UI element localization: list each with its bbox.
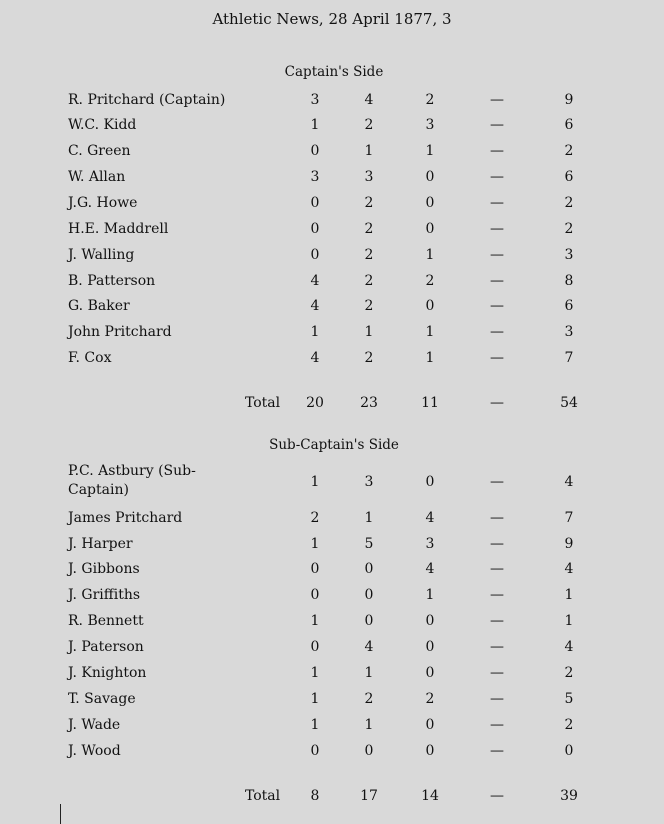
col-3: 0: [425, 169, 435, 185]
col-3: 3: [425, 117, 435, 133]
col-total: 9: [564, 536, 574, 552]
table-row: [0, 322, 664, 342]
table-row: [0, 637, 664, 657]
col-2: 2: [364, 298, 374, 314]
col-2: 5: [364, 536, 374, 552]
table-row: [0, 689, 664, 709]
col-3: 1: [425, 324, 435, 340]
col-3: 0: [425, 195, 435, 211]
col-1: 3: [310, 92, 320, 108]
player-name: J. Knighton: [68, 665, 147, 681]
col-3: 2: [425, 273, 435, 289]
player-name: H.E. Maddrell: [68, 221, 169, 237]
table-row: [0, 115, 664, 135]
col-2: 2: [364, 691, 374, 707]
col-dash: —: [490, 395, 504, 411]
table-row: [0, 715, 664, 735]
player-name: J.G. Howe: [68, 195, 138, 211]
player-name: C. Green: [68, 143, 131, 159]
col-3: 1: [425, 247, 435, 263]
col-dash: —: [490, 247, 504, 263]
player-name: J. Harper: [68, 536, 133, 552]
col-total: 2: [564, 221, 574, 237]
col-2: 1: [364, 510, 374, 526]
player-name: F. Cox: [68, 350, 112, 366]
col-1: 1: [310, 691, 320, 707]
col-dash: —: [490, 510, 504, 526]
player-name: J. Griffiths: [68, 587, 141, 603]
col-3: 0: [425, 743, 435, 759]
col-2: 17: [360, 788, 378, 804]
table-row: [0, 611, 664, 631]
player-name: J. Wade: [68, 717, 121, 733]
col-dash: —: [490, 273, 504, 289]
col-2: 1: [364, 143, 374, 159]
col-1: 4: [310, 350, 320, 366]
col-1: 8: [310, 788, 320, 804]
col-dash: —: [490, 536, 504, 552]
col-dash: —: [490, 195, 504, 211]
col-1: 0: [310, 195, 320, 211]
col-3: 0: [425, 474, 435, 490]
col-1: 0: [310, 639, 320, 655]
table-row: [0, 141, 664, 161]
col-dash: —: [490, 92, 504, 108]
player-name: J. Walling: [68, 247, 135, 263]
total-label: Total: [245, 395, 281, 411]
col-3: 0: [425, 665, 435, 681]
col-1: 1: [310, 474, 320, 490]
section-title: Captain's Side: [284, 64, 384, 80]
col-3: 0: [425, 639, 435, 655]
page-title: Athletic News, 28 April 1877, 3: [212, 10, 452, 28]
col-2: 0: [364, 613, 374, 629]
col-total: 2: [564, 143, 574, 159]
table-row: [0, 559, 664, 579]
player-name: J. Wood: [68, 743, 121, 759]
col-dash: —: [490, 788, 504, 804]
col-1: 0: [310, 587, 320, 603]
player-name: G. Baker: [68, 298, 130, 314]
col-total: 2: [564, 717, 574, 733]
col-1: 1: [310, 613, 320, 629]
col-dash: —: [490, 298, 504, 314]
col-dash: —: [490, 350, 504, 366]
table-row: [0, 663, 664, 683]
table-row: [0, 271, 664, 291]
col-3: 1: [425, 350, 435, 366]
col-2: 0: [364, 743, 374, 759]
col-dash: —: [490, 639, 504, 655]
table-row: [0, 741, 664, 761]
col-1: 4: [310, 273, 320, 289]
col-2: 2: [364, 117, 374, 133]
col-3: 2: [425, 691, 435, 707]
player-name: W.C. Kidd: [68, 117, 137, 133]
col-total: 7: [564, 350, 574, 366]
player-name: John Pritchard: [68, 324, 172, 340]
player-name: James Pritchard: [68, 510, 183, 526]
col-total: 9: [564, 92, 574, 108]
col-dash: —: [490, 717, 504, 733]
col-total: 6: [564, 298, 574, 314]
col-3: 1: [425, 587, 435, 603]
col-2: 2: [364, 195, 374, 211]
col-total: 54: [560, 395, 578, 411]
col-dash: —: [490, 143, 504, 159]
total-row: [0, 393, 664, 413]
col-2: 3: [364, 474, 374, 490]
col-2: 1: [364, 665, 374, 681]
col-1: 4: [310, 298, 320, 314]
col-3: 14: [421, 788, 439, 804]
player-name: T. Savage: [68, 691, 136, 707]
table-row: [0, 245, 664, 265]
col-1: 0: [310, 743, 320, 759]
col-2: 3: [364, 169, 374, 185]
col-2: 4: [364, 92, 374, 108]
col-total: 6: [564, 117, 574, 133]
col-2: 2: [364, 350, 374, 366]
col-3: 0: [425, 717, 435, 733]
col-dash: —: [490, 221, 504, 237]
col-1: 2: [310, 510, 320, 526]
col-total: 2: [564, 195, 574, 211]
text-cursor: [60, 804, 61, 824]
col-1: 1: [310, 117, 320, 133]
col-3: 0: [425, 221, 435, 237]
total-label: Total: [245, 788, 281, 804]
col-dash: —: [490, 743, 504, 759]
col-total: 4: [564, 639, 574, 655]
col-total: 1: [564, 613, 574, 629]
col-1: 3: [310, 169, 320, 185]
col-3: 2: [425, 92, 435, 108]
col-total: 0: [564, 743, 574, 759]
col-3: 0: [425, 613, 435, 629]
total-row: [0, 786, 664, 806]
col-total: 4: [564, 561, 574, 577]
col-3: 4: [425, 510, 435, 526]
table-row: [0, 296, 664, 316]
col-2: 2: [364, 221, 374, 237]
col-dash: —: [490, 665, 504, 681]
col-3: 1: [425, 143, 435, 159]
table-row: [0, 508, 664, 528]
col-total: 8: [564, 273, 574, 289]
col-dash: —: [490, 474, 504, 490]
col-1: 0: [310, 221, 320, 237]
col-2: 1: [364, 324, 374, 340]
col-1: 20: [306, 395, 324, 411]
col-dash: —: [490, 613, 504, 629]
col-1: 1: [310, 717, 320, 733]
col-dash: —: [490, 117, 504, 133]
col-2: 0: [364, 587, 374, 603]
col-3: 4: [425, 561, 435, 577]
col-3: 0: [425, 298, 435, 314]
table-row: [0, 90, 664, 110]
table-row: [0, 167, 664, 187]
col-total: 3: [564, 324, 574, 340]
col-total: 1: [564, 587, 574, 603]
player-name: B. Patterson: [68, 273, 156, 289]
table-row: [0, 585, 664, 605]
player-name: R. Bennett: [68, 613, 144, 629]
col-1: 1: [310, 536, 320, 552]
col-dash: —: [490, 561, 504, 577]
col-2: 4: [364, 639, 374, 655]
col-1: 0: [310, 247, 320, 263]
col-total: 3: [564, 247, 574, 263]
table-row: [0, 463, 664, 498]
player-name: W. Allan: [68, 169, 126, 185]
col-dash: —: [490, 169, 504, 185]
col-total: 5: [564, 691, 574, 707]
table-row: [0, 219, 664, 239]
col-total: 6: [564, 169, 574, 185]
section-title: Sub-Captain's Side: [269, 437, 399, 453]
col-1: 0: [310, 143, 320, 159]
col-3: 3: [425, 536, 435, 552]
table-row: [0, 534, 664, 554]
col-1: 1: [310, 324, 320, 340]
player-name: R. Pritchard (Captain): [68, 92, 226, 108]
col-3: 11: [421, 395, 439, 411]
col-1: 0: [310, 561, 320, 577]
table-row: [0, 348, 664, 368]
col-2: 23: [360, 395, 378, 411]
col-2: 1: [364, 717, 374, 733]
player-name: P.C. Astbury (Sub-Captain): [68, 463, 196, 498]
player-name: J. Paterson: [68, 639, 144, 655]
table-row: [0, 193, 664, 213]
col-total: 2: [564, 665, 574, 681]
col-dash: —: [490, 691, 504, 707]
col-total: 39: [560, 788, 578, 804]
col-2: 2: [364, 247, 374, 263]
col-1: 1: [310, 665, 320, 681]
col-dash: —: [490, 587, 504, 603]
col-2: 2: [364, 273, 374, 289]
col-dash: —: [490, 324, 504, 340]
player-name: J. Gibbons: [68, 561, 140, 577]
col-2: 0: [364, 561, 374, 577]
col-total: 4: [564, 474, 574, 490]
col-total: 7: [564, 510, 574, 526]
